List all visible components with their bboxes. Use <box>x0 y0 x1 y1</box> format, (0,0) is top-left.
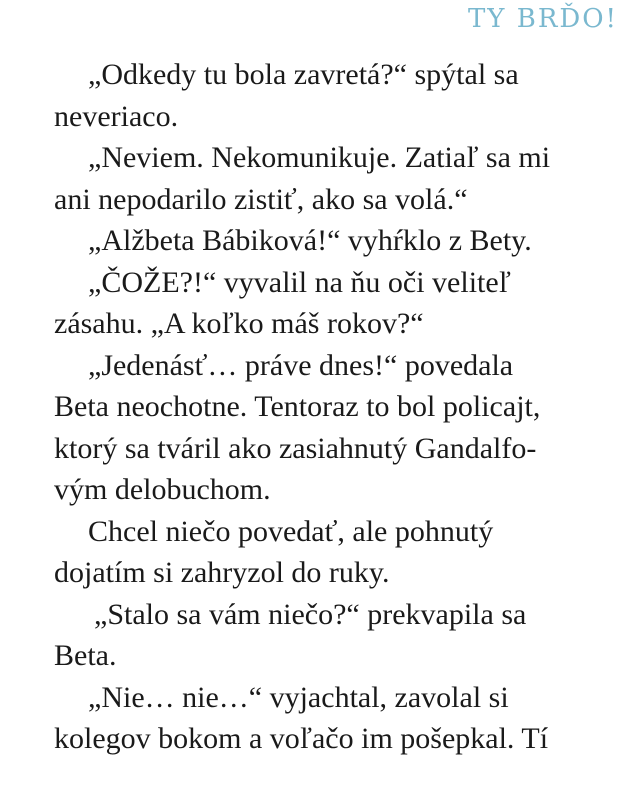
paragraph: „Neviem. Nekomunikuje. Zatiaľ sa mi ani nepodarilo zistiť, ako sa volá.“ <box>54 141 551 216</box>
paragraph: Chcel niečo povedať, ale pohnutý dojatím si zahryzol do ruky. <box>54 514 494 589</box>
running-head-title: TY BRĎO! <box>467 4 618 34</box>
body-text <box>54 54 630 760</box>
paragraph: „Odkedy tu bola zavretá?“ spýtal sa neveriaco. <box>54 58 519 133</box>
paragraph: „Alžbeta Bábiková!“ vyhŕklo z Bety. <box>88 224 532 257</box>
paragraph: „Jedenásť… práve dnes!“ povedala Beta neochotne. Tentoraz to bol policajt, ktorý sa tváril ako zasiahnutý Gandalfo- vým delobuchom. <box>54 348 541 506</box>
paragraph: „Stalo sa vám niečo?“ prekvapila sa Beta. <box>54 597 527 672</box>
paragraph: „ČOŽE?!“ vyvalil na ňu oči veliteľ zásahu. „A koľko máš rokov?“ <box>54 265 511 340</box>
paragraph: „Nie… nie…“ vyjachtal, zavolal si kolegov bokom a voľačo im pošepkal. Tí <box>54 680 549 755</box>
